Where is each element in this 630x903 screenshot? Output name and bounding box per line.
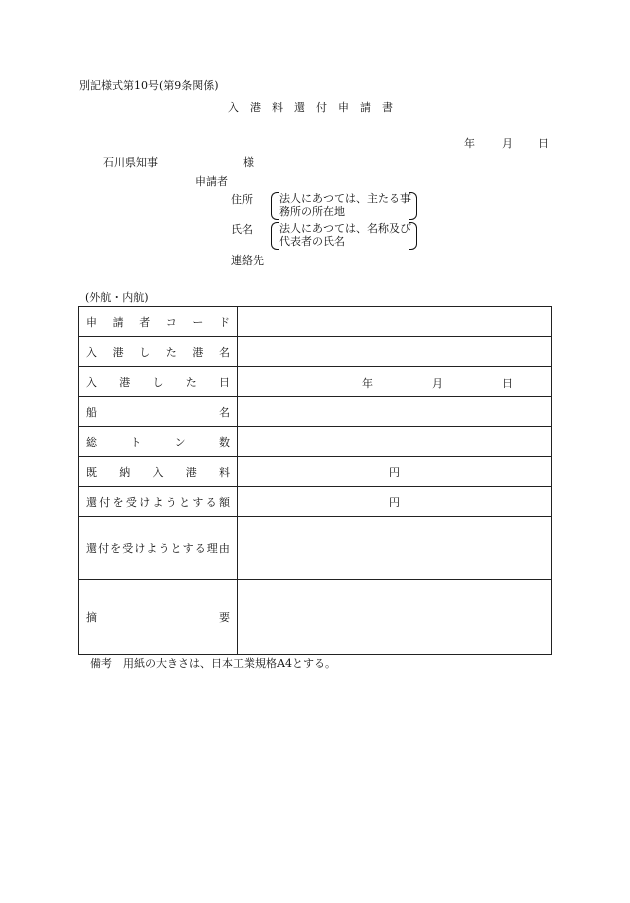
label-char: う bbox=[165, 495, 177, 509]
label-char: 付 bbox=[99, 495, 111, 509]
label-char: 入 bbox=[152, 465, 164, 479]
label-char: 名 bbox=[218, 345, 230, 359]
label-char: し bbox=[139, 345, 151, 359]
label-char: 数 bbox=[218, 435, 230, 449]
entry-date-month-label: 月 bbox=[432, 377, 443, 390]
table-row-refund-reason bbox=[79, 517, 552, 580]
table-row-remarks bbox=[79, 580, 552, 655]
label-char: 入 bbox=[86, 345, 97, 359]
label-char: と bbox=[179, 495, 191, 509]
row-label-refund-amount bbox=[79, 487, 238, 517]
table-row-port-name bbox=[79, 337, 552, 367]
label-char: 料 bbox=[219, 465, 230, 479]
footnote-remark: 備考 用紙の大きさは、日本工業規格A4とする。 bbox=[90, 657, 336, 670]
label-char: 者 bbox=[139, 315, 151, 329]
name-note-line1: 法人にあつては、名称及び bbox=[279, 222, 411, 235]
refund-amount-unit: 円 bbox=[389, 495, 400, 509]
row-label-gross-tonnage bbox=[79, 427, 238, 457]
address-label: 住所 bbox=[231, 193, 253, 206]
label-char: た bbox=[185, 375, 197, 389]
label-char: し bbox=[152, 375, 164, 389]
row-label-remarks bbox=[79, 580, 238, 655]
label-char: よ bbox=[146, 542, 158, 555]
table-row-ship-name bbox=[79, 397, 552, 427]
applicant-code-field[interactable] bbox=[238, 307, 552, 337]
label-char: ン bbox=[174, 435, 186, 449]
name-note-line2: 代表者の氏名 bbox=[279, 235, 345, 248]
label-char: け bbox=[139, 495, 151, 509]
submission-date bbox=[464, 137, 549, 150]
label-char: 受 bbox=[125, 495, 137, 509]
label-char: う bbox=[158, 542, 170, 555]
label-char: 理 bbox=[206, 542, 218, 555]
date-day-label: 日 bbox=[538, 137, 549, 150]
row-label-refund-reason bbox=[79, 517, 238, 580]
label-char: る bbox=[194, 542, 206, 555]
label-char: コ bbox=[165, 315, 177, 329]
table-row-applicant-code bbox=[79, 307, 552, 337]
label-char: 既 bbox=[86, 465, 97, 479]
addressee: 石川県知事 bbox=[103, 156, 158, 169]
table-row-paid-fee bbox=[79, 457, 552, 487]
row-label-entry-date bbox=[79, 367, 238, 397]
name-label: 氏名 bbox=[231, 223, 253, 236]
label-char: 還 bbox=[86, 542, 97, 555]
label-char: 由 bbox=[218, 542, 230, 555]
label-char: を bbox=[112, 495, 124, 509]
document-title: 入港料還付申請書 bbox=[228, 101, 404, 114]
contact-label: 連絡先 bbox=[231, 254, 264, 267]
label-char: 納 bbox=[119, 465, 131, 479]
label-char: 額 bbox=[218, 495, 230, 509]
row-label-text bbox=[86, 609, 230, 625]
label-char: た bbox=[165, 345, 177, 359]
label-char: 港 bbox=[112, 345, 124, 359]
label-char: ー bbox=[192, 315, 204, 329]
label-char: す bbox=[182, 542, 194, 555]
entry-date-year-label: 年 bbox=[362, 377, 373, 390]
label-char: 名 bbox=[219, 405, 230, 419]
address-note-line2: 務所の所在地 bbox=[279, 205, 345, 218]
label-char: 申 bbox=[86, 315, 97, 329]
label-char: 港 bbox=[185, 465, 197, 479]
gross-tonnage-field[interactable] bbox=[238, 427, 552, 457]
label-char: 船 bbox=[86, 405, 97, 419]
ship-name-field[interactable] bbox=[238, 397, 552, 427]
paid-fee-field[interactable] bbox=[238, 457, 552, 487]
label-char: よ bbox=[152, 495, 164, 509]
name-note-bracket bbox=[271, 222, 417, 250]
label-char: ド bbox=[218, 315, 230, 329]
applicant-label: 申請者 bbox=[195, 175, 228, 188]
application-table bbox=[78, 306, 552, 655]
row-label-applicant-code bbox=[79, 307, 238, 337]
row-label-text bbox=[86, 404, 230, 420]
table-row-entry-date bbox=[79, 367, 552, 397]
row-label-text bbox=[86, 464, 230, 480]
row-label-port-name bbox=[79, 337, 238, 367]
label-char: と bbox=[170, 542, 182, 555]
honorific: 様 bbox=[243, 156, 254, 169]
entry-date-day-label: 日 bbox=[502, 377, 513, 390]
row-label-text bbox=[86, 494, 230, 510]
label-char: 入 bbox=[86, 375, 97, 389]
row-label-text bbox=[86, 314, 230, 330]
label-char: 港 bbox=[119, 375, 131, 389]
refund-reason-field[interactable] bbox=[238, 517, 552, 580]
form-number: 別記様式第10号(第9条関係) bbox=[79, 79, 219, 92]
table-row-gross-tonnage bbox=[79, 427, 552, 457]
label-char: す bbox=[192, 495, 204, 509]
row-label-text bbox=[86, 374, 230, 390]
label-char: け bbox=[134, 542, 146, 555]
row-label-text bbox=[86, 434, 230, 450]
table-row-refund-amount bbox=[79, 487, 552, 517]
paid-fee-unit: 円 bbox=[389, 465, 400, 479]
label-char: 総 bbox=[86, 435, 97, 449]
label-char: ト bbox=[130, 435, 142, 449]
label-char: 受 bbox=[122, 542, 134, 555]
label-char: 日 bbox=[219, 375, 230, 389]
row-label-text bbox=[86, 344, 230, 360]
entry-date-field[interactable] bbox=[238, 367, 552, 397]
row-label-paid-fee bbox=[79, 457, 238, 487]
port-name-field[interactable] bbox=[238, 337, 552, 367]
date-year-label: 年 bbox=[464, 137, 475, 150]
label-char: 付 bbox=[98, 542, 110, 555]
label-char: を bbox=[110, 542, 122, 555]
address-note-line1: 法人にあつては、主たる事 bbox=[279, 192, 411, 205]
label-char: る bbox=[205, 495, 217, 509]
address-note-bracket bbox=[271, 192, 417, 220]
label-char: 請 bbox=[112, 315, 124, 329]
refund-amount-field[interactable] bbox=[238, 487, 552, 517]
label-char: 港 bbox=[192, 345, 204, 359]
remarks-field[interactable] bbox=[238, 580, 552, 655]
label-char: 摘 bbox=[86, 611, 97, 624]
row-label-ship-name bbox=[79, 397, 238, 427]
route-type: (外航・内航) bbox=[85, 291, 149, 304]
date-month-label: 月 bbox=[502, 137, 513, 150]
label-char: 要 bbox=[219, 611, 230, 624]
label-char: 還 bbox=[86, 495, 97, 509]
row-label-text bbox=[86, 540, 230, 556]
